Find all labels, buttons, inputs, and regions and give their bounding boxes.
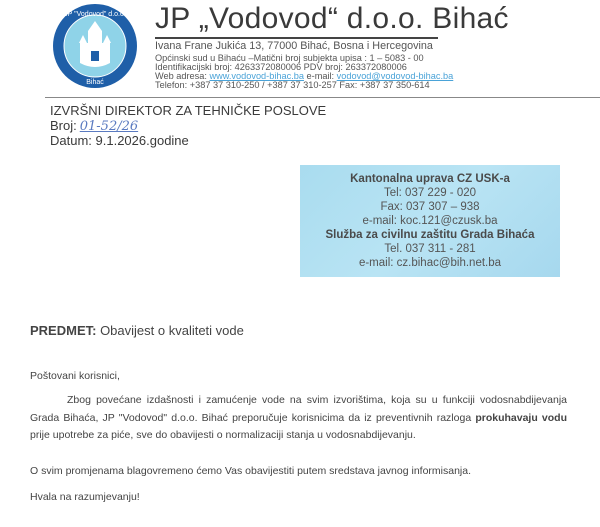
vodovod-logo [52, 3, 138, 89]
header-divider [45, 97, 600, 98]
subject-label: PREDMET: [30, 323, 97, 338]
phone-line: Telefon: +387 37 310-250 / +387 37 310-257 Fax: +387 37 350-614 [155, 80, 430, 90]
subject-line [30, 323, 244, 338]
company-title: JP „Vodovod“ d.o.o. Bihać [155, 2, 509, 35]
court-registration: Općinski sud u Bihaću –Matični broj subjekta upisa : 1 – 5083 - 00 [155, 53, 424, 63]
paragraph-text-b: prije upotrebe za piće, sve do obavijesti o normalizaciji stanja u vodosnabdijevanju. [30, 429, 416, 441]
notice-line: O svim promjenama blagovremeno ćemo Vas obavijestiti putem sredstava javnog informisanja. [30, 465, 472, 477]
title-underline [155, 37, 438, 39]
recipient-tel-1: Tel: 037 229 - 020 [383, 187, 477, 199]
recipient-org-1: Kantonalna uprava CZ USK-a [350, 173, 510, 185]
email-label: e-mail: [306, 71, 335, 81]
company-address: Ivana Frane Jukića 13, 77000 Bihać, Bosna i Hercegovina [155, 40, 433, 52]
tax-ids: Identifikacijski broj: 4263372080006 PDV broj: 263372080006 [155, 62, 407, 72]
document-date: Datum: 9.1.2026.godine [50, 133, 189, 148]
greeting: Poštovani korisnici, [30, 370, 120, 382]
subject-text: Obavijest o kvaliteti vode [96, 323, 244, 338]
recipient-email-2: e-mail: cz.bihac@bih.net.ba [358, 257, 502, 269]
email-link[interactable]: vodovod@vodovod-bihac.ba [336, 71, 454, 81]
main-paragraph [30, 392, 567, 445]
logo-ring-text: JP "Vodovod" d.o.o. [64, 11, 126, 18]
web-label: Web adresa: [155, 71, 207, 81]
handwritten-reference: 01-52/26 [79, 119, 139, 134]
recipient-fax-1: Fax: 037 307 – 938 [380, 201, 480, 213]
recipient-tel-2: Tel. 037 311 - 281 [384, 243, 476, 255]
closing-line: Hvala na razumjevanju! [30, 491, 140, 503]
sender-role: IZVRŠNI DIREKTOR ZA TEHNIČKE POSLOVE [50, 103, 327, 118]
logo-bottom-text: Bihać [86, 79, 104, 86]
website-link[interactable]: www.vodovod-bihac.ba [209, 71, 304, 81]
paragraph-text-a: Zbog povećane izdašnosti i zamućenje vode na svim izvorištima, koja su u funkciji vodosnabdijevanja Grada Bihaća, JP "Vodovod" d.o.o. Bihać preporučuje korisnicima da iz preventivnih razloga [30, 394, 567, 424]
recipients-box [300, 165, 560, 277]
boil-water-emphasis: prokuhavaju vodu [475, 411, 567, 424]
recipient-email-1: e-mail: koc.121@czusk.ba [362, 215, 498, 227]
recipient-org-2: Služba za civilnu zaštitu Grada Bihaća [325, 229, 535, 241]
reference-number [50, 118, 138, 134]
broj-label: Broj: [50, 118, 77, 133]
